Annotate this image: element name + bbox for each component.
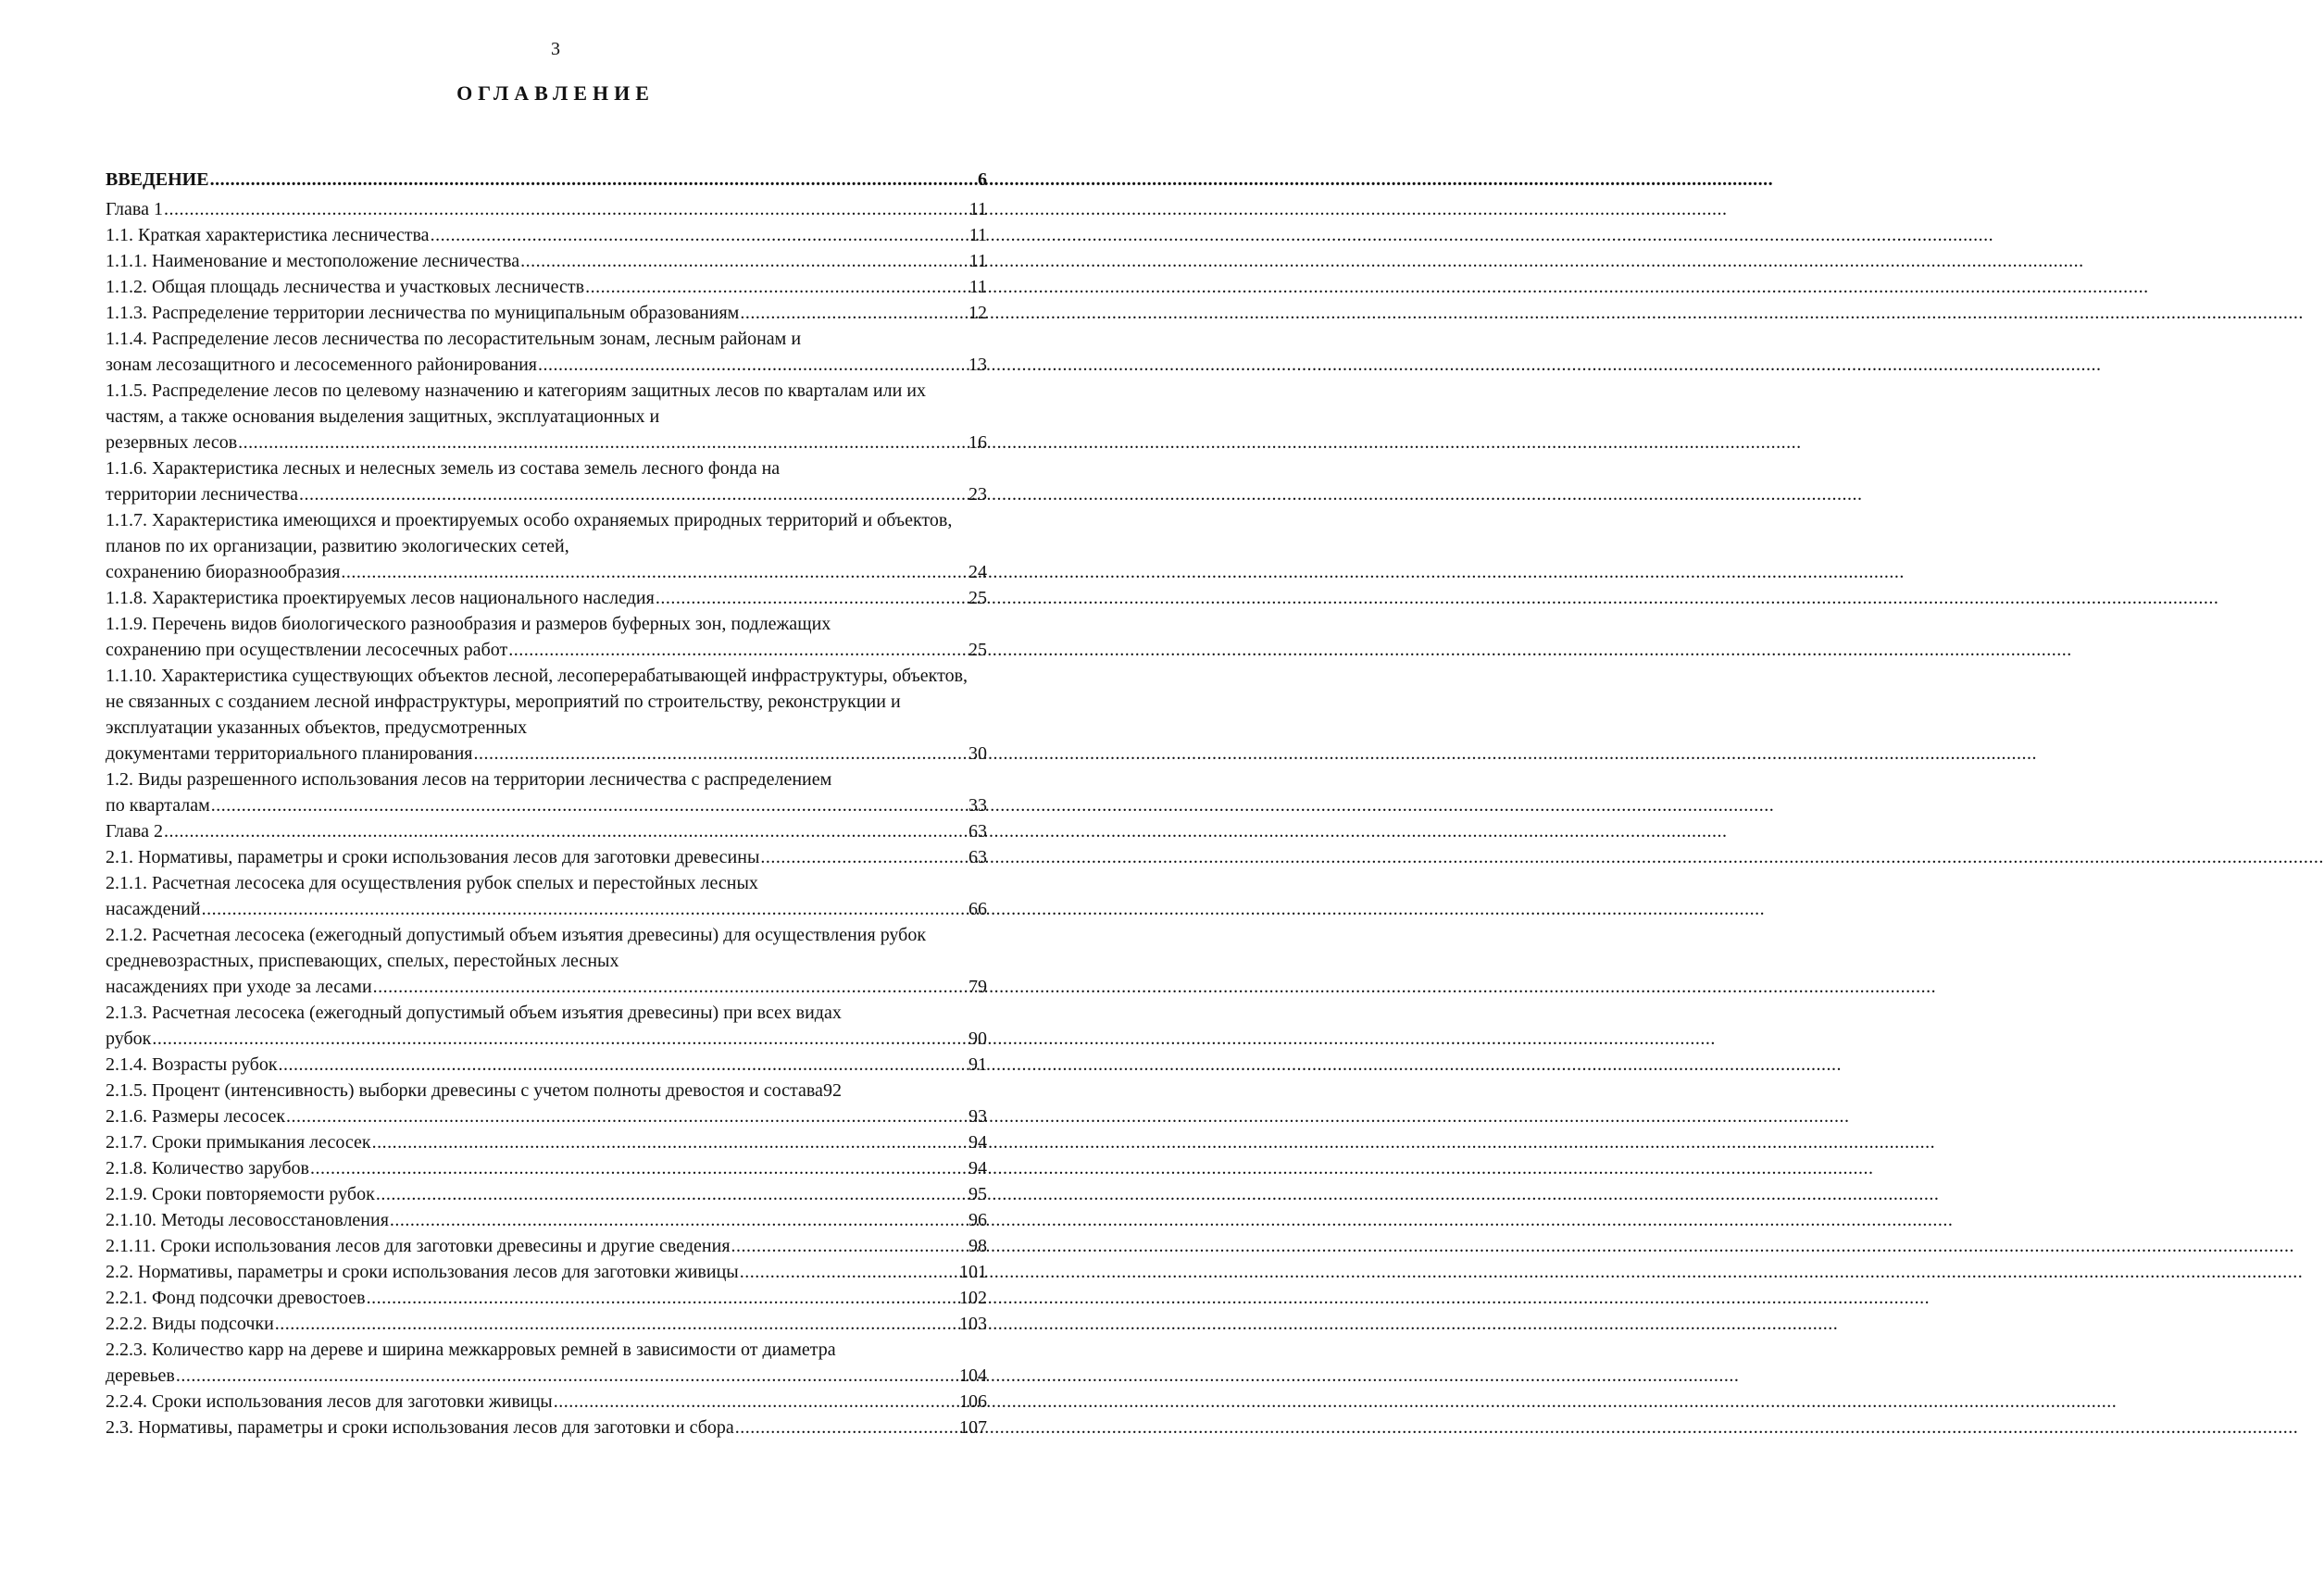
toc-entry-title-lead: 2.2.3. Количество карр на дереве и ширина межкарровых ремней в зависимости от диаметра (106, 1340, 836, 1360)
toc-entry[interactable] (106, 1207, 987, 1233)
toc-entry-title-lead: 1.1.9. Перечень видов биологического разнообразия и размеров буферных зон, подлежащих (106, 614, 831, 634)
toc-entry[interactable] (106, 1233, 987, 1259)
toc-entry-page: 63 (968, 847, 987, 867)
toc-entry[interactable] (106, 167, 987, 193)
toc-entry[interactable] (106, 818, 987, 844)
toc-entry-page: 63 (968, 821, 987, 842)
toc-entry-title: ВВЕДЕНИЕ (106, 169, 209, 190)
toc-entry-title: деревьев (106, 1365, 175, 1386)
toc-entry[interactable] (106, 1415, 987, 1440)
toc-entry-page: 107 (959, 1417, 987, 1438)
toc-entry-page: 104 (959, 1365, 987, 1386)
toc-entry-title: резервных лесов (106, 432, 238, 453)
toc-entry-title: 2.1.5. Процент (интенсивность) выборки древесины с учетом полноты древостоя и состава (106, 1080, 823, 1101)
dot-leader (164, 818, 968, 844)
toc-entry-title: 2.3. Нормативы, параметры и сроки использования лесов для заготовки и сбора (106, 1417, 734, 1438)
dot-leader (210, 167, 977, 193)
toc-entry-page: 92 (822, 1080, 842, 1101)
toc-entry-title: 2.1.4. Возрасты рубок (106, 1054, 278, 1075)
toc-entry[interactable] (106, 1000, 987, 1052)
toc-title: ОГЛАВЛЕНИЕ (456, 81, 655, 105)
toc-entry-title-lead: 1.1.6. Характеристика лесных и нелесных земель из состава земель лесного фонда на (106, 458, 781, 479)
toc-entry[interactable] (106, 300, 987, 326)
toc-entry-title-lead: 2.1.1. Расчетная лесосека для осуществления рубок спелых и перестойных лесных (106, 873, 758, 893)
toc-entry-title: зонам лесозащитного и лесосеменного районирования (106, 355, 538, 375)
dot-leader (554, 1389, 958, 1415)
toc-entry[interactable] (106, 455, 987, 507)
toc-entry[interactable] (106, 1285, 987, 1311)
toc-entry-title-lead: 1.1.7. Характеристика имеющихся и проектируемых особо охраняемых природных территорий и объектов, планов по их организации, развитию экологических сетей, (106, 510, 953, 556)
toc-entry[interactable] (106, 1181, 987, 1207)
toc-entry-page: 12 (968, 303, 987, 323)
toc-entry[interactable] (106, 1078, 987, 1103)
toc-entry[interactable] (106, 870, 987, 922)
toc-entry-page: 101 (959, 1262, 987, 1282)
toc-entry-title: 2.1.6. Размеры лесосек (106, 1106, 286, 1127)
toc-entry-title: 2.1.11. Сроки использования лесов для заготовки древесины и другие сведения (106, 1236, 731, 1256)
toc-entry-page: 94 (968, 1158, 987, 1178)
toc-entry-title-lead: 2.1.3. Расчетная лесосека (ежегодный допустимый объем изъятия древесины) при всех видах (106, 1003, 842, 1023)
toc-entry-title: 2.2.1. Фонд подсочки древостоев (106, 1288, 366, 1308)
dot-leader (341, 559, 968, 585)
toc-entry-page: 91 (968, 1054, 987, 1075)
dot-leader (520, 248, 968, 274)
dot-leader (310, 1155, 968, 1181)
toc-entry-title: насаждений (106, 899, 201, 919)
toc-entry-title: 1.1.3. Распределение территории лесничества по муниципальным образованиям (106, 303, 740, 323)
toc-entry-title: рубок (106, 1029, 152, 1049)
dot-leader (731, 1233, 968, 1259)
dot-leader (390, 1207, 968, 1233)
toc-entry-title: 2.1.8. Количество зарубов (106, 1158, 309, 1178)
toc-entry-title: 2.1.7. Сроки примыкания лесосек (106, 1132, 371, 1153)
dot-leader (367, 1285, 958, 1311)
toc-entry-page: 66 (968, 899, 987, 919)
toc-entry-page: 94 (968, 1132, 987, 1153)
toc-entry-title: 2.2.2. Виды подсочки (106, 1314, 274, 1334)
toc-entry[interactable] (106, 1103, 987, 1129)
toc-entry-title: территории лесничества (106, 484, 298, 505)
dot-leader (152, 1026, 968, 1052)
toc-entry[interactable] (106, 767, 987, 818)
toc-entry-page: 11 (968, 225, 987, 245)
toc-entry-title: 2.2.4. Сроки использования лесов для заготовки живицы (106, 1391, 553, 1412)
toc-entry-page: 24 (968, 562, 987, 582)
toc-entry-title: документами территориального планирования (106, 743, 473, 764)
dot-leader (275, 1311, 958, 1337)
toc-entry-page: 96 (968, 1210, 987, 1230)
dot-leader (538, 352, 968, 378)
toc-entry-page: 25 (968, 640, 987, 660)
toc-entry-title: 1.1.1. Наименование и местоположение лесничества (106, 251, 520, 271)
toc-entry[interactable] (106, 922, 987, 1000)
toc-entry-page: 30 (968, 743, 987, 764)
toc-entry-title-lead: 1.1.5. Распределение лесов по целевому назначению и категориям защитных лесов по кварталам или их частям, а также основания выделения защитных, эксплуатационных и (106, 380, 926, 427)
dot-leader (585, 274, 968, 300)
toc-entry[interactable] (106, 326, 987, 378)
toc-entry-title-lead: 2.1.2. Расчетная лесосека (ежегодный допустимый объем изъятия древесины) для осуществления рубок средневозрастных, приспевающих, спелых, перестойных лесных (106, 925, 927, 971)
dot-leader (202, 896, 968, 922)
toc-entry-page: 25 (968, 588, 987, 608)
dot-leader (176, 1363, 958, 1389)
toc-entry-page: 13 (968, 355, 987, 375)
toc-entry-title-lead: 1.1.10. Характеристика существующих объектов лесной, лесоперерабатывающей инфраструктуры, объектов, не связанных с созданием лесной инфраструктуры, мероприятий по строительству, реконструкции и эксплуатации указанных объектов, предусмотренных (106, 666, 968, 738)
dot-leader (508, 637, 968, 663)
toc-entry-page: 102 (959, 1288, 987, 1308)
toc-entry-page: 98 (968, 1236, 987, 1256)
toc-entry[interactable] (106, 507, 987, 585)
toc-entry-page: 93 (968, 1106, 987, 1127)
toc-entry-title: 2.1.10. Методы лесовосстановления (106, 1210, 389, 1230)
toc-entry[interactable] (106, 1337, 987, 1389)
toc-entry-title-lead: 1.1.4. Распределение лесов лесничества по лесорастительным зонам, лесным районам и (106, 329, 802, 349)
dot-leader (211, 792, 968, 818)
toc-entry-title: по кварталам (106, 795, 210, 816)
toc-entry-title: 1.1.2. Общая площадь лесничества и участковых лесничеств (106, 277, 585, 297)
toc-entry[interactable] (106, 1052, 987, 1078)
dot-leader (299, 481, 968, 507)
dot-leader (238, 430, 968, 455)
dot-leader (279, 1052, 968, 1078)
toc-entry-title-lead: 1.2. Виды разрешенного использования лесов на территории лесничества с распределением (106, 769, 832, 790)
toc-entry[interactable] (106, 1155, 987, 1181)
toc-entry-page: 16 (968, 432, 987, 453)
toc-entry-title: Глава 1 (106, 199, 163, 219)
toc-entry-page: 11 (968, 277, 987, 297)
toc-entry-title: 2.2. Нормативы, параметры и сроки использования лесов для заготовки живицы (106, 1262, 739, 1282)
toc-entry-title: насаждениях при уходе за лесами (106, 977, 372, 997)
toc-entry-page: 90 (968, 1029, 987, 1049)
toc-entry[interactable] (106, 196, 987, 222)
toc-entry[interactable] (106, 611, 987, 663)
toc-entry[interactable] (106, 1311, 987, 1337)
dot-leader (760, 844, 968, 870)
toc-entry-page: 6 (978, 169, 987, 190)
toc-entry-page: 79 (968, 977, 987, 997)
toc-entry-page: 23 (968, 484, 987, 505)
toc-entry-page: 106 (959, 1391, 987, 1412)
dot-leader (164, 196, 968, 222)
toc-entry-title: 2.1.9. Сроки повторяемости рубок (106, 1184, 375, 1204)
dot-leader (376, 1181, 968, 1207)
toc-entry-title: сохранению биоразнообразия (106, 562, 341, 582)
toc-entry[interactable] (106, 222, 987, 248)
dot-leader (735, 1415, 958, 1440)
toc-entry[interactable] (106, 1129, 987, 1155)
toc-entry-page: 11 (968, 251, 987, 271)
toc-entry-page: 95 (968, 1184, 987, 1204)
toc-entry[interactable] (106, 1389, 987, 1415)
toc-entry-title: 1.1. Краткая характеристика лесничества (106, 225, 430, 245)
dot-leader (656, 585, 968, 611)
toc-entry-title: сохранению при осуществлении лесосечных работ (106, 640, 508, 660)
toc-entry-title: 2.1. Нормативы, параметры и сроки использования лесов для заготовки древесины (106, 847, 760, 867)
dot-leader (373, 974, 968, 1000)
toc-entry[interactable] (106, 585, 987, 611)
dot-leader (431, 222, 968, 248)
toc-entry-page: 103 (959, 1314, 987, 1334)
table-of-contents (106, 167, 987, 1440)
dot-leader (286, 1103, 968, 1129)
dot-leader (740, 1259, 958, 1285)
toc-entry-title: 1.1.8. Характеристика проектируемых лесов национального наследия (106, 588, 655, 608)
toc-entry[interactable] (106, 663, 987, 767)
toc-entry[interactable] (106, 274, 987, 300)
toc-entry-page: 11 (968, 199, 987, 219)
dot-leader (372, 1129, 968, 1155)
toc-entry[interactable] (106, 1259, 987, 1285)
toc-entry[interactable] (106, 248, 987, 274)
toc-entry-page: 33 (968, 795, 987, 816)
toc-entry[interactable] (106, 378, 987, 455)
dot-leader (474, 741, 968, 767)
toc-entry-title: Глава 2 (106, 821, 163, 842)
dot-leader (740, 300, 968, 326)
page-number: 3 (551, 39, 560, 59)
toc-entry[interactable] (106, 844, 987, 870)
